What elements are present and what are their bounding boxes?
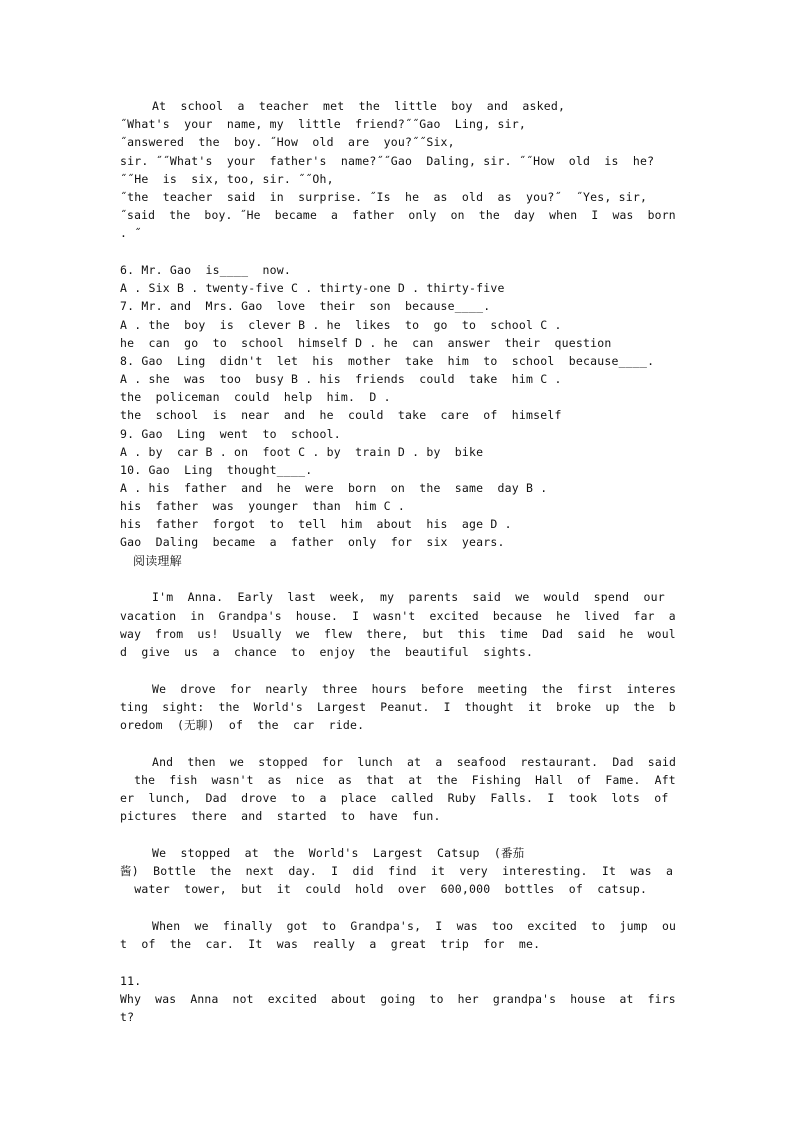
question-line: A . Six B . twenty-five C . thirty-one D . thirty-five [120, 281, 505, 295]
question-line: his father forgot to tell him about his age D . [120, 517, 512, 531]
story-line: ˝answered the boy. ˝How old are you?˝˝Six, [120, 135, 455, 149]
question-line: A . by car B . on foot C . by train D . by bike [120, 445, 484, 459]
section-heading: 阅读理解 [133, 554, 182, 568]
passage-line: We drove for nearly three hours before meeting the first interes [152, 682, 677, 696]
question-line: t? [120, 1010, 135, 1024]
story-line: ˝the teacher said in surprise. ˝Is he as old as you?˝ ˝Yes, sir, [120, 190, 648, 204]
question-line: 9. Gao Ling went to school. [120, 427, 341, 441]
passage-line: ting sight: the World's Largest Peanut. I thought it broke up the b [120, 700, 676, 714]
passage-line: er lunch, Dad drove to a place called Ruby Falls. I took lots of [120, 791, 669, 805]
question-line: Why was Anna not excited about going to her grandpa's house at firs [120, 992, 676, 1006]
question-line: A . the boy is clever B . he likes to go to school C . [120, 318, 562, 332]
question-line: 8. Gao Ling didn't let his mother take him to school because____. [120, 354, 655, 368]
passage-line: the fish wasn't as nice as that at the Fishing Hall of Fame. Aft [120, 773, 676, 787]
passage-line: oredom (无聊) of the car ride. [120, 718, 365, 732]
question-line: Gao Daling became a father only for six years. [120, 535, 505, 549]
question-line: his father was younger than him C . [120, 499, 405, 513]
passage-line: I'm Anna. Early last week, my parents said we would spend our [152, 590, 665, 604]
passage-line: 酱) Bottle the next day. I did find it very interesting. It was a [120, 864, 674, 878]
question-line: the policeman could help him. D . [120, 390, 391, 404]
passage-line: vacation in Grandpa's house. I wasn't excited because he lived far a [120, 609, 676, 623]
question-line: 7. Mr. and Mrs. Gao love their son because____. [120, 299, 491, 313]
passage-line: d give us a chance to enjoy the beautiful sights. [120, 645, 534, 659]
question-line: the school is near and he could take care of himself [120, 408, 562, 422]
question-line: 11. [120, 974, 142, 988]
passage-line: When we finally got to Grandpa's, I was too excited to jump ou [152, 919, 677, 933]
passage-line: We stopped at the World's Largest Catsup (番茄 [152, 846, 525, 860]
passage-line: water tower, but it could hold over 600,000 bottles of catsup. [120, 882, 648, 896]
story-line: ˝What's your name, my little friend?˝˝Gao Ling, sir, [120, 117, 527, 131]
story-line: At school a teacher met the little boy and asked, [152, 99, 566, 113]
story-line: ˝said the boy. ˝He became a father only on the day when I was born [120, 208, 676, 222]
story-line: . ˝ [120, 226, 142, 240]
passage-line: And then we stopped for lunch at a seafood restaurant. Dad said [152, 755, 677, 769]
question-line: 10. Gao Ling thought____. [120, 463, 313, 477]
passage-line: pictures there and started to have fun. [120, 809, 441, 823]
question-line: A . she was too busy B . his friends could take him C . [120, 372, 562, 386]
question-line: he can go to school himself D . he can answer their question [120, 336, 612, 350]
story-line: ˝˝He is six, too, sir. ˝˝Oh, [120, 172, 334, 186]
passage-line: way from us! Usually we flew there, but this time Dad said he woul [120, 627, 676, 641]
question-line: A . his father and he were born on the same day B . [120, 481, 548, 495]
passage-line: t of the car. It was really a great trip for me. [120, 937, 541, 951]
question-line: 6. Mr. Gao is____ now. [120, 263, 291, 277]
story-line: sir. ˝˝What's your father's name?˝˝Gao Daling, sir. ˝˝How old is he? [120, 154, 655, 168]
